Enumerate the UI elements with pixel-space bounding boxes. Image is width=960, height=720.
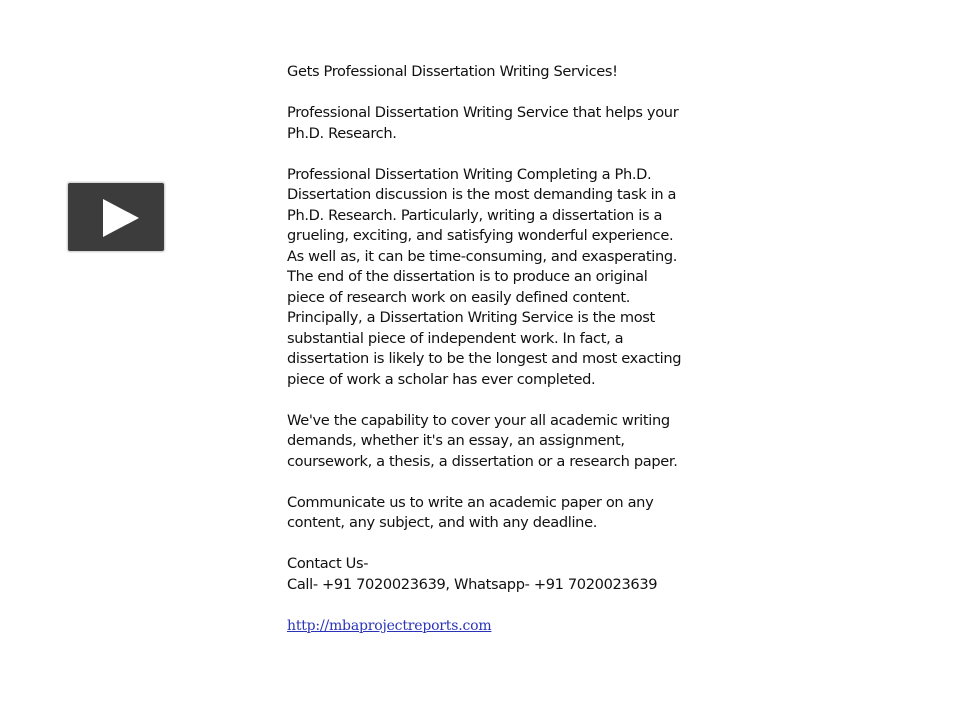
body-paragraph: Professional Dissertation Writing Completing a Ph.D. Dissertation discussion is the most demanding task in a Ph.D. Research. Particularly, writing a dissertation is a grueling, exciting, and satisfying wonderful experience. As well as, it can be time-consuming, and exasperating. The end of the dissertation is to produce an original piece of research work on easily defined content. Principally, a Dissertation Writing Service is the most substantial piece of independent work. In fact, a dissertation is likely to be the longest and most exacting piece of work a scholar has ever completed. [287, 165, 682, 388]
document-content [287, 62, 687, 657]
website-link[interactable]: http://mbaprojectreports.com [287, 617, 492, 634]
play-icon [103, 199, 139, 237]
play-button[interactable] [67, 182, 165, 252]
contact-heading: Contact Us- [287, 555, 369, 572]
communicate-paragraph: Communicate us to write an academic paper on any content, any subject, and with any deadline. [287, 493, 654, 531]
document-subtitle: Professional Dissertation Writing Service that helps your Ph.D. Research. [287, 104, 679, 142]
contact-line: Call- +91 7020023639, Whatsapp- +91 7020023639 [287, 575, 658, 593]
document-title: Gets Professional Dissertation Writing Services! [287, 63, 618, 80]
capability-paragraph: We've the capability to cover your all academic writing demands, whether it's an essay, an assignment, coursework, a thesis, a dissertation or a research paper. [287, 411, 678, 470]
